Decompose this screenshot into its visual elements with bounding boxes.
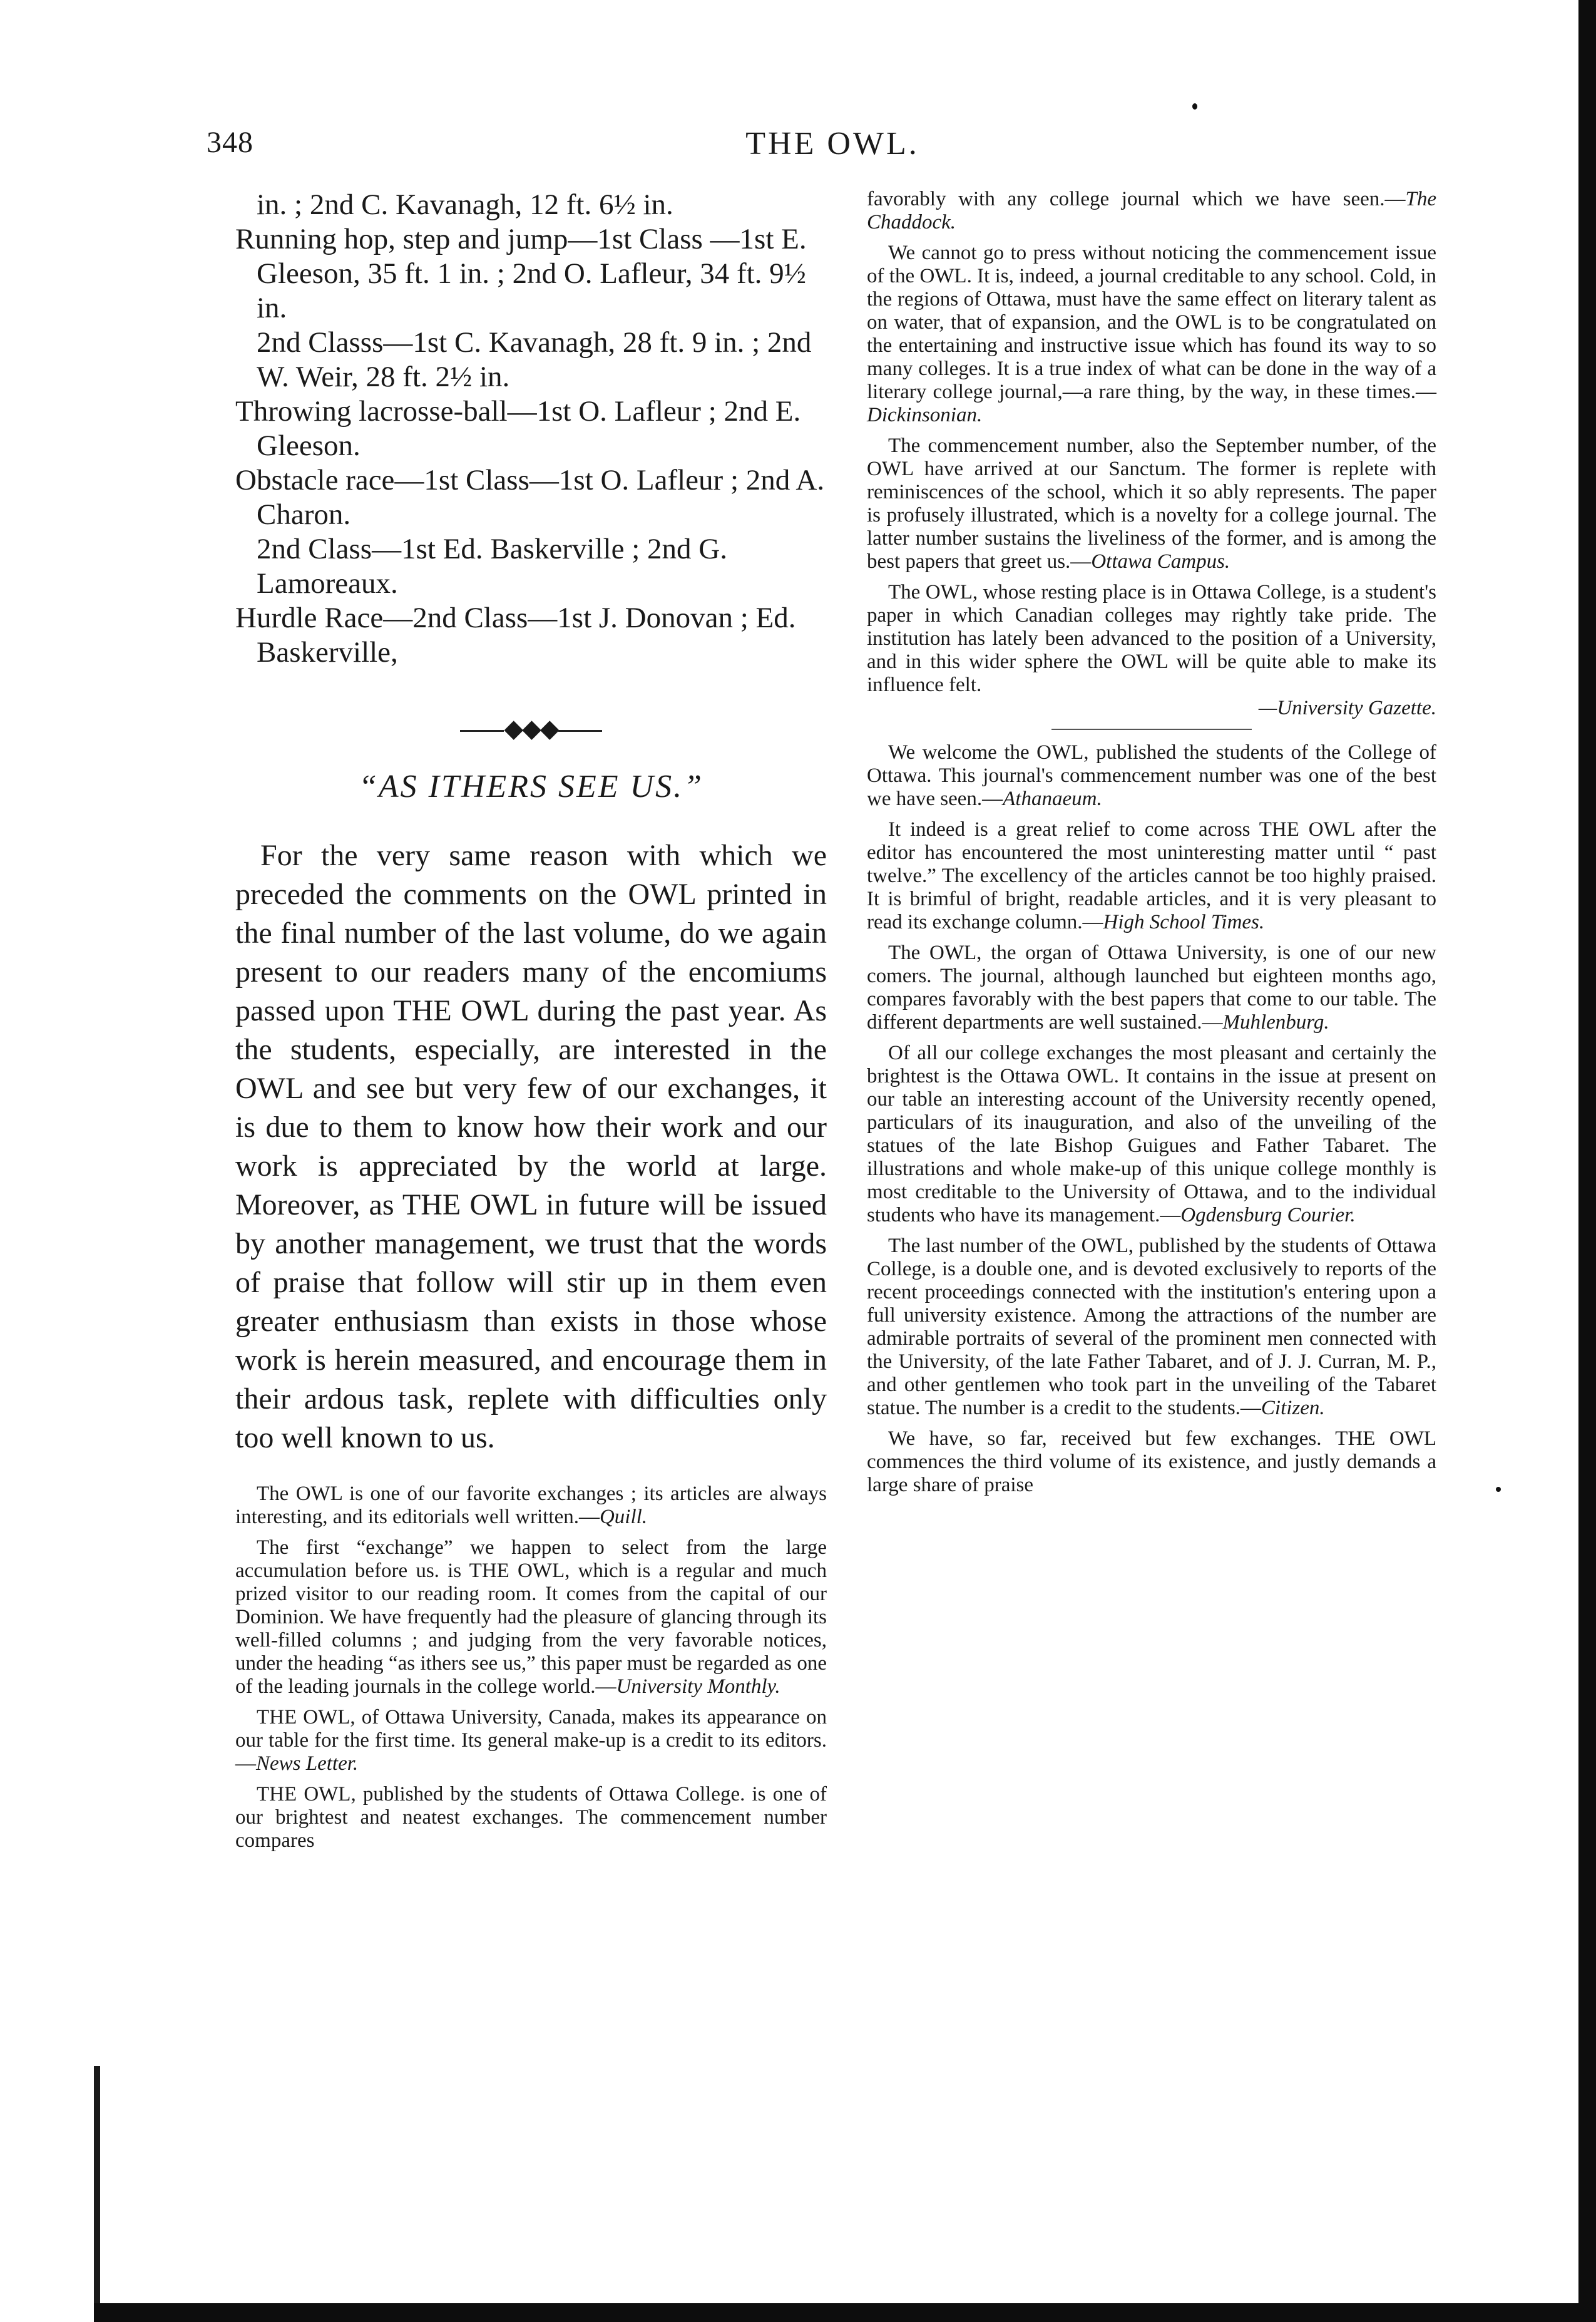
quote-source: Quill. <box>599 1506 648 1528</box>
quote-text: THE OWL, of Ottawa University, Canada, makes its appearance on our table for the first time. Its general make-up is a credit to its editors.— <box>235 1706 827 1775</box>
athletic-results <box>235 188 827 670</box>
quote-text: The commencement number, also the September number, of the OWL have arrived at our Sanctum. The former is replete with reminiscences of the school, which it so ably represents. The paper is profusely illustrated, which is a novelty for a college journal. The latter number sustains the liveliness of the former, and is among the best papers that greet us.— <box>867 434 1436 573</box>
quote-text: We cannot go to press without noticing the commencement issue of the OWL. It is, indeed, a journal creditable to any school. Cold, in the regions of Ottawa, must have the same effect on literary talent as on water, that of expansion, and the OWL is to be congratulated on the entertaining and instructive issue which has found its way to so many colleges. It is a true index of what can be done in the way of a literary college journal,—a rare thing, by the way, in these times.— <box>867 242 1436 403</box>
exchange-quote <box>235 1783 827 1852</box>
section-title: “AS ITHERS SEE US.” <box>359 769 703 804</box>
quote-source: Ottawa Campus. <box>1091 550 1230 573</box>
result-line: Throwing lacrosse-ball—1st O. Lafleur ; 2nd E. Gleeson. <box>235 395 801 462</box>
exchange-quote <box>867 818 1436 934</box>
quote-text: The OWL, the organ of Ottawa University, is one of our new comers. The journal, although launched but eighteen months ago, compares favorably with the best papers that come to our table. The different departments are well sustained.— <box>867 942 1436 1034</box>
quote-source: Citizen. <box>1261 1397 1325 1419</box>
exchange-quote <box>867 1427 1436 1497</box>
intro-paragraph <box>235 836 827 1457</box>
quote-source: Muhlenburg. <box>1222 1011 1329 1034</box>
quote-text: The first “exchange” we happen to select from the large accumulation before us. is THE OWL, which is a regular and much prized visitor to our reading room. It comes from the capital of our Dominion. We have frequently had the pleasure of glancing through its well-filled columns ; and judging from the very favorable notices, under the heading “as ithers see us,” this paper must be regarded as one of the leading journals in the college world.— <box>235 1536 827 1698</box>
quote-source: Athanaeum. <box>1003 788 1102 810</box>
result-line: in. ; 2nd C. Kavanagh, 12 ft. 6½ in. <box>257 188 673 221</box>
ink-speck <box>1192 103 1197 110</box>
exchange-quote <box>867 581 1436 720</box>
quote-text: We welcome the OWL, published the students of the College of Ottawa. This journal's commencement number was one of the best we have seen.— <box>867 741 1436 810</box>
exchange-quote <box>867 741 1436 811</box>
exchange-quote <box>235 1536 827 1698</box>
right-quotes <box>867 188 1436 1497</box>
left-quotes <box>235 1482 827 1852</box>
exchange-quote <box>867 188 1436 234</box>
right-column <box>867 188 1436 1504</box>
quote-text: We have, so far, received but few exchanges. THE OWL commences the third volume of its existence, and justly demands a large share of praise <box>867 1427 1436 1496</box>
scan-margin <box>0 0 100 2322</box>
quote-source: High School Times. <box>1103 911 1265 933</box>
exchange-quote <box>867 242 1436 427</box>
result-line: 2nd Class—1st Ed. Baskerville ; 2nd G. Lamoreaux. <box>257 533 727 600</box>
result-line: Hurdle Race—2nd Class—1st J. Donovan ; Ed. Baskerville, <box>235 602 796 669</box>
page-header <box>207 125 1458 169</box>
scan-border-left <box>94 2066 100 2322</box>
quote-text: THE OWL, published by the students of Ottawa College. is one of our brightest and neatest exchanges. The commencement number compares <box>235 1783 827 1852</box>
left-column <box>235 188 827 1860</box>
quote-source: Ogdensburg Courier. <box>1180 1204 1356 1226</box>
page-number: 348 <box>207 126 253 159</box>
quote-source: News Letter. <box>256 1752 359 1775</box>
quote-text: Of all our college exchanges the most pleasant and certainly the brightest is the Ottawa OWL. It contains in the issue at present on our table an interesting account of the University recently opened, particulars of its inauguration, and also of the unveiling of the statues of the late Bishop Guigues and Father Tabaret. The illustrations and whole make-up of this unique college monthly is most creditable to the University of Ottawa, and to the individual students who have its management.— <box>867 1042 1436 1226</box>
scan-border-right <box>1578 0 1596 2322</box>
quote-source: Dickinsonian. <box>867 404 983 426</box>
quote-signature: —University Gazette. <box>1258 697 1436 719</box>
ornament-glyphs: ◆◆◆ <box>504 714 558 742</box>
exchange-quote <box>867 1042 1436 1227</box>
ink-speck <box>1496 1487 1501 1492</box>
quote-source: University Monthly. <box>616 1675 780 1698</box>
result-line: Running hop, step and jump—1st Class —1st E. Gleeson, 35 ft. 1 in. ; 2nd O. Lafleur, 34 ft. 9½ in. <box>235 223 807 324</box>
scan-border-bottom <box>94 2303 1578 2322</box>
running-title: THE OWL. <box>745 126 919 162</box>
section-ornament <box>235 714 827 743</box>
quote-text: The last number of the OWL, published by the students of Ottawa College, is a double one, and is devoted exclusively to reports of the recent proceedings connected with the institution's entering upon a full university existence. Among the attractions of the number are admirable portraits of several of the prominent men connected with the University, of the late Father Tabaret, and of J. J. Curran, M. P., and other gentlemen who took part in the unveiling of the Tabaret statue. The number is a credit to the students.— <box>867 1235 1436 1419</box>
result-line: 2nd Classs—1st C. Kavanagh, 28 ft. 9 in. ; 2nd W. Weir, 28 ft. 2½ in. <box>257 326 812 393</box>
quote-text: The OWL, whose resting place is in Ottawa College, is a student's paper in which Canadian colleges may rightly take pride. The institution has lately been advanced to the position of a University, and in this wider sphere the OWL will be quite able to make its influence felt. <box>867 581 1436 696</box>
exchange-quote <box>235 1706 827 1775</box>
result-line: Obstacle race—1st Class—1st O. Lafleur ; 2nd A. Charon. <box>235 464 825 531</box>
quote-text: favorably with any college journal which we have seen.— <box>867 188 1406 210</box>
exchange-quote <box>867 1235 1436 1420</box>
column-rule <box>1051 729 1252 730</box>
quote-text: It indeed is a great relief to come across THE OWL after the editor has encountered the most uninteresting matter until “ past twelve.” The excellency of the articles cannot be too highly praised. It is brimful of bright, readable articles, and it is very pleasant to read its exchange column.— <box>867 818 1436 933</box>
exchange-quote <box>867 942 1436 1034</box>
exchange-quote <box>235 1482 827 1529</box>
quote-source: The Chaddock. <box>867 188 1436 234</box>
intro-text: For the very same reason with which we preceded the comments on the OWL printed in the final number of the last volume, do we again present to our readers many of the encomiums passed upon THE OWL during the past year. As the students, especially, are interested in the OWL and see but very few of our exchanges, it is due to them to know how their work and our work is appreciated by the world at large. Moreover, as THE OWL in future will be issued by another management, we trust that the words of praise that follow will stir up in them even greater enthusiasm than exists in those whose work is herein measured, and encourage them in their ardous task, replete with difficulties only too well known to us. <box>235 839 827 1454</box>
quote-text: The OWL is one of our favorite exchanges ; its articles are always interesting, and its editorials well written.— <box>235 1482 827 1528</box>
exchange-quote <box>867 434 1436 573</box>
